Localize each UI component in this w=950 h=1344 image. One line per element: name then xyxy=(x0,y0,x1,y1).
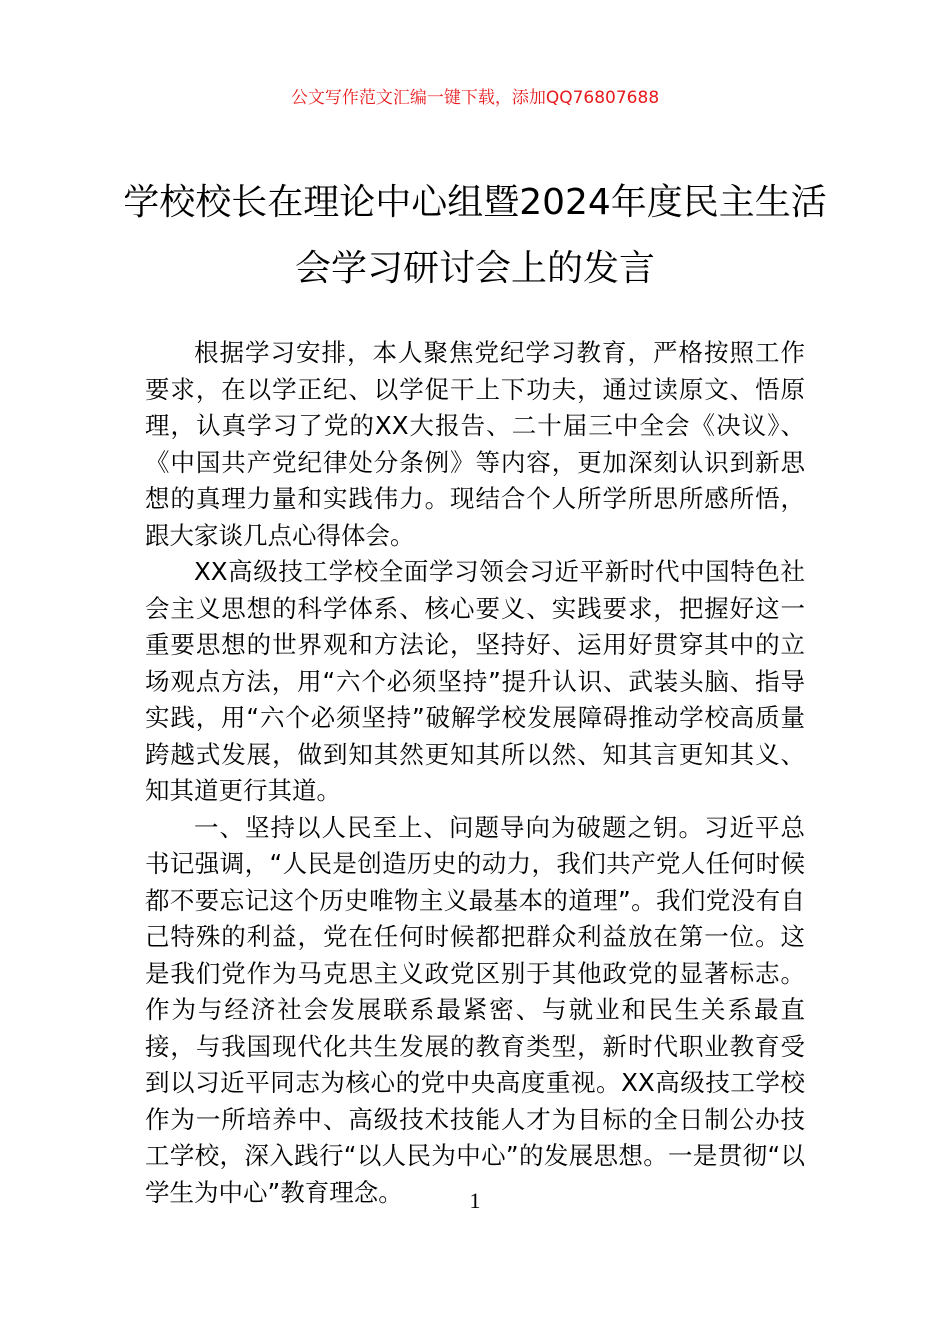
page-number: 1 xyxy=(469,1188,481,1213)
download-promo-note: 公文写作范文汇编一键下载，添加QQ76807688 xyxy=(290,88,660,108)
paragraph-intro: 根据学习安排，本人聚焦党纪学习教育，严格按照工作要求，在以学正纪、以学促干上下功夫，通过读原文、悟原理，认真学习了党的XX大报告、二十届三中全会《决议》、《中国共产党纪律处分条例》等内容，更加深刻认识到新思想的真理力量和实践伟力。现结合个人所学所思所感所悟，跟大家谈几点心得体会。 xyxy=(145,338,805,550)
document-body xyxy=(145,335,805,1211)
paragraph-section-one: 一、坚持以人民至上、问题导向为破题之钥。习近平总书记强调，“人民是创造历史的动力，我们共产党人任何时候都不要忘记这个历史唯物主义最基本的道理”。我们党没有自己特殊的利益，党在任何时候都把群众利益放在第一位。这是我们党作为马克思主义政党区别于其他政党的显著标志。作为与经济社会发展联系最紧密、与就业和民生关系最直接，与我国现代化共生发展的教育类型，新时代职业教育受到以习近平同志为核心的党中央高度重视。XX高级技工学校作为一所培养中、高级技术技能人才为目标的全日制公办技工学校，深入践行“以人民为中心”的发展思想。一是贯彻“以学生为中心”教育理念。 xyxy=(145,812,805,1207)
paragraph-school-study: XX高级技工学校全面学习领会习近平新时代中国特色社会主义思想的科学体系、核心要义、实践要求，把握好这一重要思想的世界观和方法论，坚持好、运用好贯穿其中的立场观点方法，用“六个必须坚持”提升认识、武装头脑、指导实践，用“六个必须坚持”破解学校发展障碍推动学校高质量跨越式发展，做到知其然更知其所以然、知其言更知其义、知其道更行其道。 xyxy=(145,557,805,805)
document-title: 学校校长在理论中心组暨2024年度民主生活会学习研讨会上的发言 xyxy=(123,182,827,289)
